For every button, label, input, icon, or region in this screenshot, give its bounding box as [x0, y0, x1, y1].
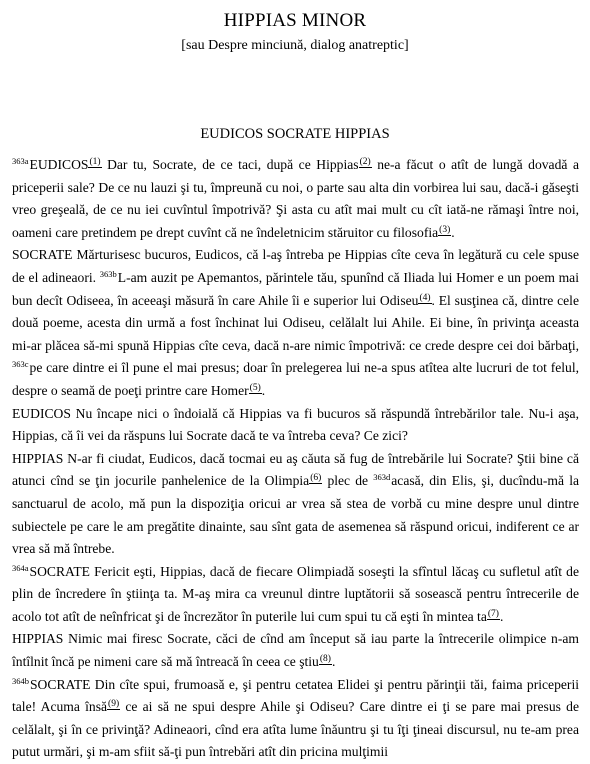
dialogue-characters: EUDICOS SOCRATE HIPPIAS	[200, 126, 390, 142]
dialogue-text	[12, 154, 579, 764]
text-run: ce ai să ne spui despre Ahile şi Odiseu? Care dintre ei ţi se pare mai presus de celălalt, şi în ce privinţă? Adineaori, cînd era atîta lume înăuntru şi tu îţi ţineai discursul, nu te-am prea putut urmări, şi m-am sfiit să-ţi pun întrebări atît din pricina mulţimii	[12, 699, 579, 760]
text-run: HIPPIAS N-ar fi ciudat, Eudicos, dacă tocmai eu aş căuta să fug de întrebările lui Socrate? Ştii bine că atunci cînd se ţin jocurile panhelenice de la Olimpia	[12, 450, 579, 489]
stephanus-marker: 363a	[12, 156, 29, 166]
dialogue-paragraph	[12, 561, 579, 629]
dialogue-paragraph	[12, 244, 579, 402]
text-run: SOCRATE Fericit eşti, Hippias, dacă de fiecare Olimpiadă soseşti la sfîntul lăcaş cu sufletul atît de plin de încredere în ştiinţa ta. M-aş mira ca vreunul dintre luptătorii să sosească pentru întrecerile de acolo tot atît de neînfricat şi de încrezător în puterile lui cum spui tu că eşti în mintea ta	[12, 563, 579, 624]
text-run: EUDICOS	[29, 157, 89, 172]
footnote-link[interactable]: (5)	[249, 382, 261, 393]
stephanus-marker: 364b	[12, 675, 29, 686]
text-run: ne-a făcut o atît de lungă dovadă a priceperii sale? De ce nu lauzi şi tu, împreună cu noi, o parte sau alta din vorbirea lui sau, dacă-i găseşti vreo greşeală, de ce nu iei cuvîntul împotrivă? Şi asta cu atît mai mult cu cît iată-ne rămaşi între noi, oameni care pretindem pe drept cuvînt că ne îndeletnicim stăruitor cu filosofia	[12, 157, 579, 240]
text-run: pe care dintre ei îl pune el mai presus; doar în prelegerea lui ne-a spus atîtea alte lucruri de tot felul, despre o seamă de poeţi printre care Homer	[12, 360, 579, 398]
text-run: plec de	[322, 473, 374, 489]
text-run: HIPPIAS Nimic mai firesc Socrate, căci de cînd am început să iau parte la întrecerile olimpice n-am întîlnit încă pe nimeni care să mă întreacă în ceea ce ştiu	[12, 631, 579, 670]
text-run: SOCRATE Din cîte spui, frumoasă e, şi pentru cetatea Elidei şi pentru părinţii tăi, faima priceperii tale! Acuma însă	[12, 676, 579, 715]
text-run: .	[331, 654, 336, 670]
stephanus-marker: 363b	[99, 268, 117, 279]
stephanus-marker: 364a	[12, 562, 29, 573]
text-run: Dar tu, Socrate, de ce taci, după ce Hippias	[101, 157, 359, 172]
footnote-link[interactable]: (3)	[439, 224, 451, 235]
text-run: .	[451, 224, 455, 240]
dialogue-paragraph	[12, 674, 579, 764]
document-subtitle: [sau Despre minciună, dialog anatreptic]	[181, 38, 409, 53]
footnote-link[interactable]: (4)	[419, 292, 431, 303]
dialogue-paragraph	[12, 154, 579, 244]
text-run: SOCRATE Mărturisesc bucuros, Eudicos, că l-aş întreba pe Hippias cîte ceva în legătură cu cele spuse de el adineaori.	[12, 247, 579, 285]
text-run: . El susţinea că, dintre cele două poeme, acesta din urmă a fost închinat lui Odiseu, celălalt lui Ahile. Ei bine, în privinţa aceasta mi-ar plăcea să-mi spună Hippias cîte ceva, dacă n-are nimic împotrivă: ce crede despre cei doi bărbaţi,	[12, 292, 579, 353]
footnote-link[interactable]: (9)	[108, 699, 120, 710]
stephanus-marker: 363d	[373, 472, 391, 483]
dialogue-paragraph	[12, 628, 579, 673]
footnote-link[interactable]: (7)	[487, 608, 499, 619]
dialogue-paragraph	[12, 403, 579, 448]
text-run: L-am auzit pe Apemantos, părintele tău, spunînd că Iliada lui Homer e un poem mai bun decît Odiseea, în aceeaşi măsură în care Ahile îi e superior lui Odiseu	[12, 269, 579, 308]
document-title: HIPPIAS MINOR	[223, 10, 367, 31]
dialogue-paragraph	[12, 448, 579, 561]
stephanus-marker: 363c	[12, 359, 29, 370]
footnote-link[interactable]: (2)	[359, 157, 371, 167]
footnote-link[interactable]: (8)	[319, 654, 331, 665]
text-run: EUDICOS Nu încape nici o îndoială că Hippias va fi bucuros să răspundă întrebărilor tale. Nu-i aşa, Hippias, că îi vei da răspuns lui Socrate dacă te va întreba ceva? Ce zici?	[12, 405, 579, 444]
text-run: .	[261, 382, 266, 398]
footnote-link[interactable]: (6)	[310, 473, 322, 484]
footnote-link[interactable]: (1)	[89, 157, 101, 167]
text-run: .	[499, 608, 504, 624]
text-run: acasă, din Elis, şi, ducîndu-mă la sanctuarul de acolo, mă pun la dispoziţia oricui ar vrea să stea de vorbă cu mine despre unul dintre subiectele pe care le am pregătite dinainte, sau sînt gata de asemenea să răspund oricui, indiferent ce ar vrea să mă întrebe.	[12, 473, 579, 557]
